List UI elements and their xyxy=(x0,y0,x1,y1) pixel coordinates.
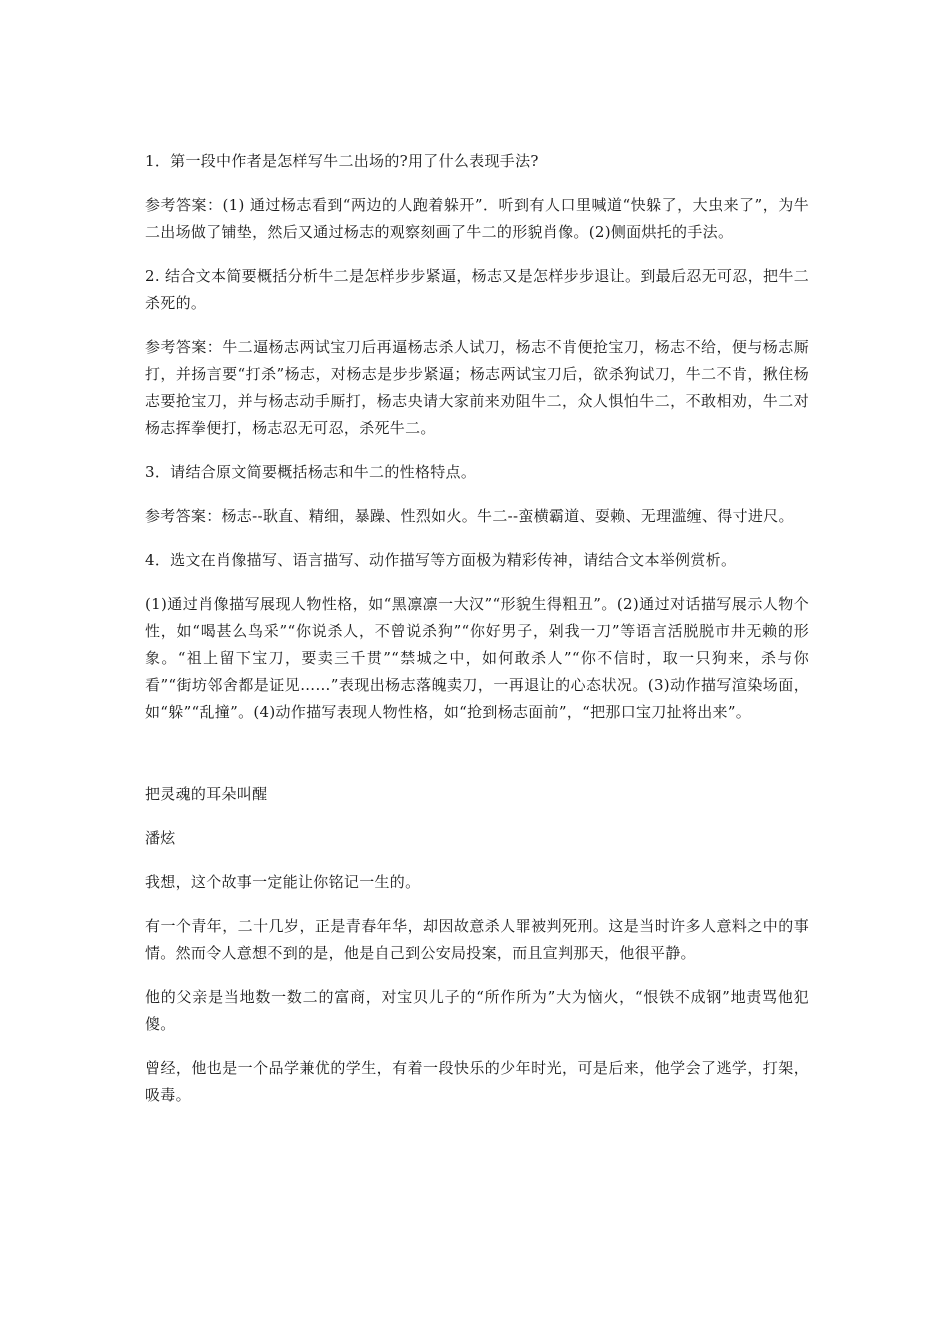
article-author: 潘炫 xyxy=(145,829,176,847)
article-paragraph: 我想，这个故事一定能让你铭记一生的。 xyxy=(145,873,421,891)
section-spacer xyxy=(145,743,809,781)
answer-4: (1)通过肖像描写展现人物性格，如“黑凛凛一大汉”“形貌生得粗丑”。(2)通过对话描写展示人物个性，如“喝甚么鸟采”“你说杀人，不曾说杀狗”“你好男子，剁我一刀”等语言活脱脱市井无赖的形象。“祖上留下宝刀，要卖三千贯”“禁城之中，如何敢杀人”“你不信时，取一只狗来，杀与你看”“街坊邻舍都是证见……”表现出杨志落魄卖刀，一再退让的心态状况。(3)动作描写渲染场面，如“躲”“乱撞”。(4)动作描写表现人物性格，如“抢到杨志面前”，“把那口宝刀扯将出来”。 xyxy=(145,595,809,721)
document-content xyxy=(145,148,809,1126)
question-1: 1．第一段中作者是怎样写牛二出场的?用了什么表现手法? xyxy=(145,152,539,170)
article-paragraph: 曾经，他也是一个品学兼优的学生，有着一段快乐的少年时光，可是后来，他学会了逃学，打架，吸毒。 xyxy=(145,1059,809,1104)
question-3: 3．请结合原文简要概括杨志和牛二的性格特点。 xyxy=(145,463,477,481)
answer-1: 参考答案：(1) 通过杨志看到“两边的人跑着躲开”．听到有人口里喊道“快躲了，大虫来了”，为牛二出场做了铺垫，然后又通过杨志的观察刻画了牛二的形貌肖像。(2)侧面烘托的手法。 xyxy=(145,196,809,241)
article-paragraph: 他的父亲是当地数一数二的富商，对宝贝儿子的“所作所为”大为恼火，“恨铁不成钢”地责骂他犯傻。 xyxy=(145,988,809,1033)
question-4: 4．选文在肖像描写、语言描写、动作描写等方面极为精彩传神，请结合文本举例赏析。 xyxy=(145,551,737,569)
answer-2: 参考答案：牛二逼杨志两试宝刀后再逼杨志杀人试刀，杨志不肯便抢宝刀，杨志不给，便与杨志厮打，并扬言要“打杀”杨志，对杨志是步步紧逼；杨志两试宝刀后，欲杀狗试刀，牛二不肯，揪住杨志要抢宝刀，并与杨志动手厮打，杨志央请大家前来劝阻牛二，众人惧怕牛二，不敢相劝，牛二对杨志挥拳便打，杨志忍无可忍，杀死牛二。 xyxy=(145,338,809,437)
question-2: 2. 结合文本简要概括分析牛二是怎样步步紧逼，杨志又是怎样步步退让。到最后忍无可忍，把牛二杀死的。 xyxy=(145,267,809,312)
answer-3: 参考答案：杨志--耿直、精细，暴躁、性烈如火。牛二--蛮横霸道、耍赖、无理滥缠、得寸进尺。 xyxy=(145,507,794,525)
article-title: 把灵魂的耳朵叫醒 xyxy=(145,785,268,803)
article-paragraph: 有一个青年，二十几岁，正是青春年华，却因故意杀人罪被判死刑。这是当时许多人意料之中的事情。然而令人意想不到的是，他是自己到公安局投案，而且宣判那天，他很平静。 xyxy=(145,917,809,962)
